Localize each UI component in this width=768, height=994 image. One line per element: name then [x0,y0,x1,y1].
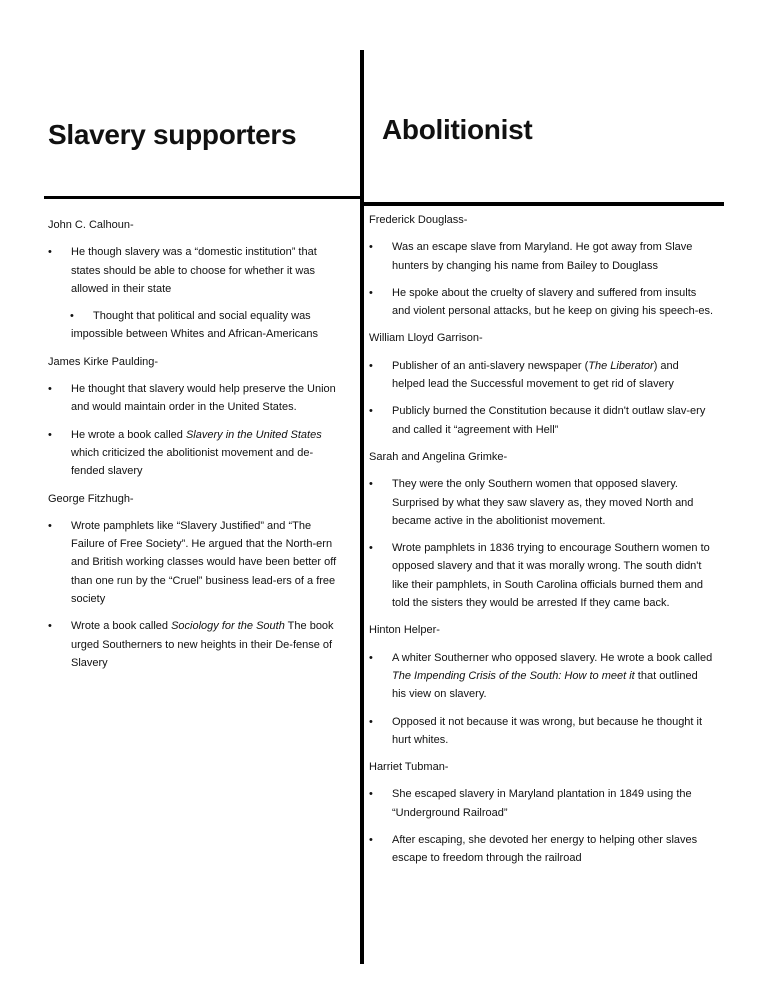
bullet-list [369,785,714,867]
person-name-george-fitzhugh: George Fitzhugh- [48,492,134,505]
bullet-text: He spoke about the cruelty of slavery and suffered from insults and violent personal attacks, but he keep on giving his speech-es. [392,286,714,318]
bullet-text: A whiter Southerner who opposed slavery. He wrote a book called [392,651,713,664]
bullet-text: ) and helped lead the Successful movement to get rid of slavery [392,359,679,391]
bullet-text: He thought that slavery would help preserve the Union and would maintain order in the United States. [71,383,336,414]
person-name-john-c-calhoun: John C. Calhoun- [48,219,134,231]
bullet-text: Was an escape slave from Maryland. He got away from Slave hunters by changing his name from Bailey to Douglass [392,241,693,272]
bullet-item [369,284,714,321]
bullet-item [48,307,346,344]
bullet-list [48,243,346,343]
bullet-text: which criticized the abolitionist movement and de-fended slavery [71,446,314,478]
bullet-list [369,649,714,749]
italic-title: The Impending Crisis of the South: How to meet it [392,669,635,682]
person-name-hinton-helper: Hinton Helper- [369,624,440,637]
bullet-item [369,649,714,704]
abolitionist-heading: Abolitionist [382,114,533,145]
horizontal-divider-right [362,202,724,206]
bullet-text: that outlined his view on slavery. [392,669,698,701]
bullet-list [369,238,714,320]
bullet-item [48,380,346,417]
person-name-sarah-and-angelina-grimke: Sarah and Angelina Grimke- [369,450,508,463]
person-name-william-lloyd-garrison: William Lloyd Garrison- [369,332,483,345]
bullet-item [48,617,346,672]
italic-title: The Liberator [588,359,654,372]
horizontal-divider-left [44,196,362,199]
bullet-list [369,357,714,439]
supporters-heading: Slavery supporters [48,119,297,150]
italic-title: Sociology for the South [171,620,285,633]
bullet-item [369,238,714,275]
person-name-frederick-douglass: Frederick Douglass- [369,214,468,226]
bullet-text: They were the only Southern women that opposed slavery. Surprised by what they saw slavery as, they moved North and became active in the abolitionist movement. [392,478,694,527]
bullet-list [369,475,714,612]
person-name-harriet-tubman: Harriet Tubman- [369,761,449,774]
bullet-item [369,357,714,394]
italic-title: Slavery in the United States [185,428,322,441]
bullet-item [369,402,714,439]
bullet-text: He though slavery was a “domestic institution” that states should be able to choose for whether it was allowed in their state [71,246,317,295]
supporters-column [48,216,346,681]
bullet-item [369,831,714,868]
bullet-text: After escaping, she devoted her energy to helping other slaves escape to freedom through the railroad [392,834,698,865]
bullet-text: Wrote a book called [71,620,172,633]
bullet-list [48,380,346,480]
bullet-item [369,713,714,750]
vertical-divider [360,50,364,964]
abolitionist-column [369,211,714,877]
bullet-item [48,426,346,481]
bullet-text: Wrote pamphlets in 1836 trying to encourage Southern women to opposed slavery and that it was morally wrong. The south didn't like their pamphlets, in South Carolina officials burned them and told the sisters they would be arrested If they came back. [392,542,710,610]
bullet-text: She escaped slavery in Maryland plantation in 1849 using the “Underground Railroad” [392,788,692,819]
bullet-item [369,539,714,612]
bullet-text: Publisher of an anti-slavery newspaper ( [392,359,589,372]
bullet-text: Wrote pamphlets like “Slavery Justified” and “The Failure of Free Society”. He argued that the North-ern and British working classes would have been better off than one run by the “Cruel” business lead-ers of a free society [71,519,337,606]
bullet-item [369,785,714,822]
bullet-item [48,517,346,608]
bullet-text: Opposed it not because it was wrong, but because he thought it hurt whites. [392,715,703,746]
person-name-james-kirke-paulding: James Kirke Paulding- [48,355,159,368]
bullet-text: The book urged Southerners to new heights in their De-fense of Slavery [71,620,334,669]
bullet-list [48,517,346,672]
bullet-item [48,243,346,298]
bullet-text: He wrote a book called [71,428,186,441]
bullet-item [369,475,714,530]
bullet-text: Publicly burned the Constitution because it didn't outlaw slav-ery and called it “agreement with Hell” [392,405,706,436]
bullet-text: Thought that political and social equality was impossible between Whites and African-Americans [71,310,319,341]
